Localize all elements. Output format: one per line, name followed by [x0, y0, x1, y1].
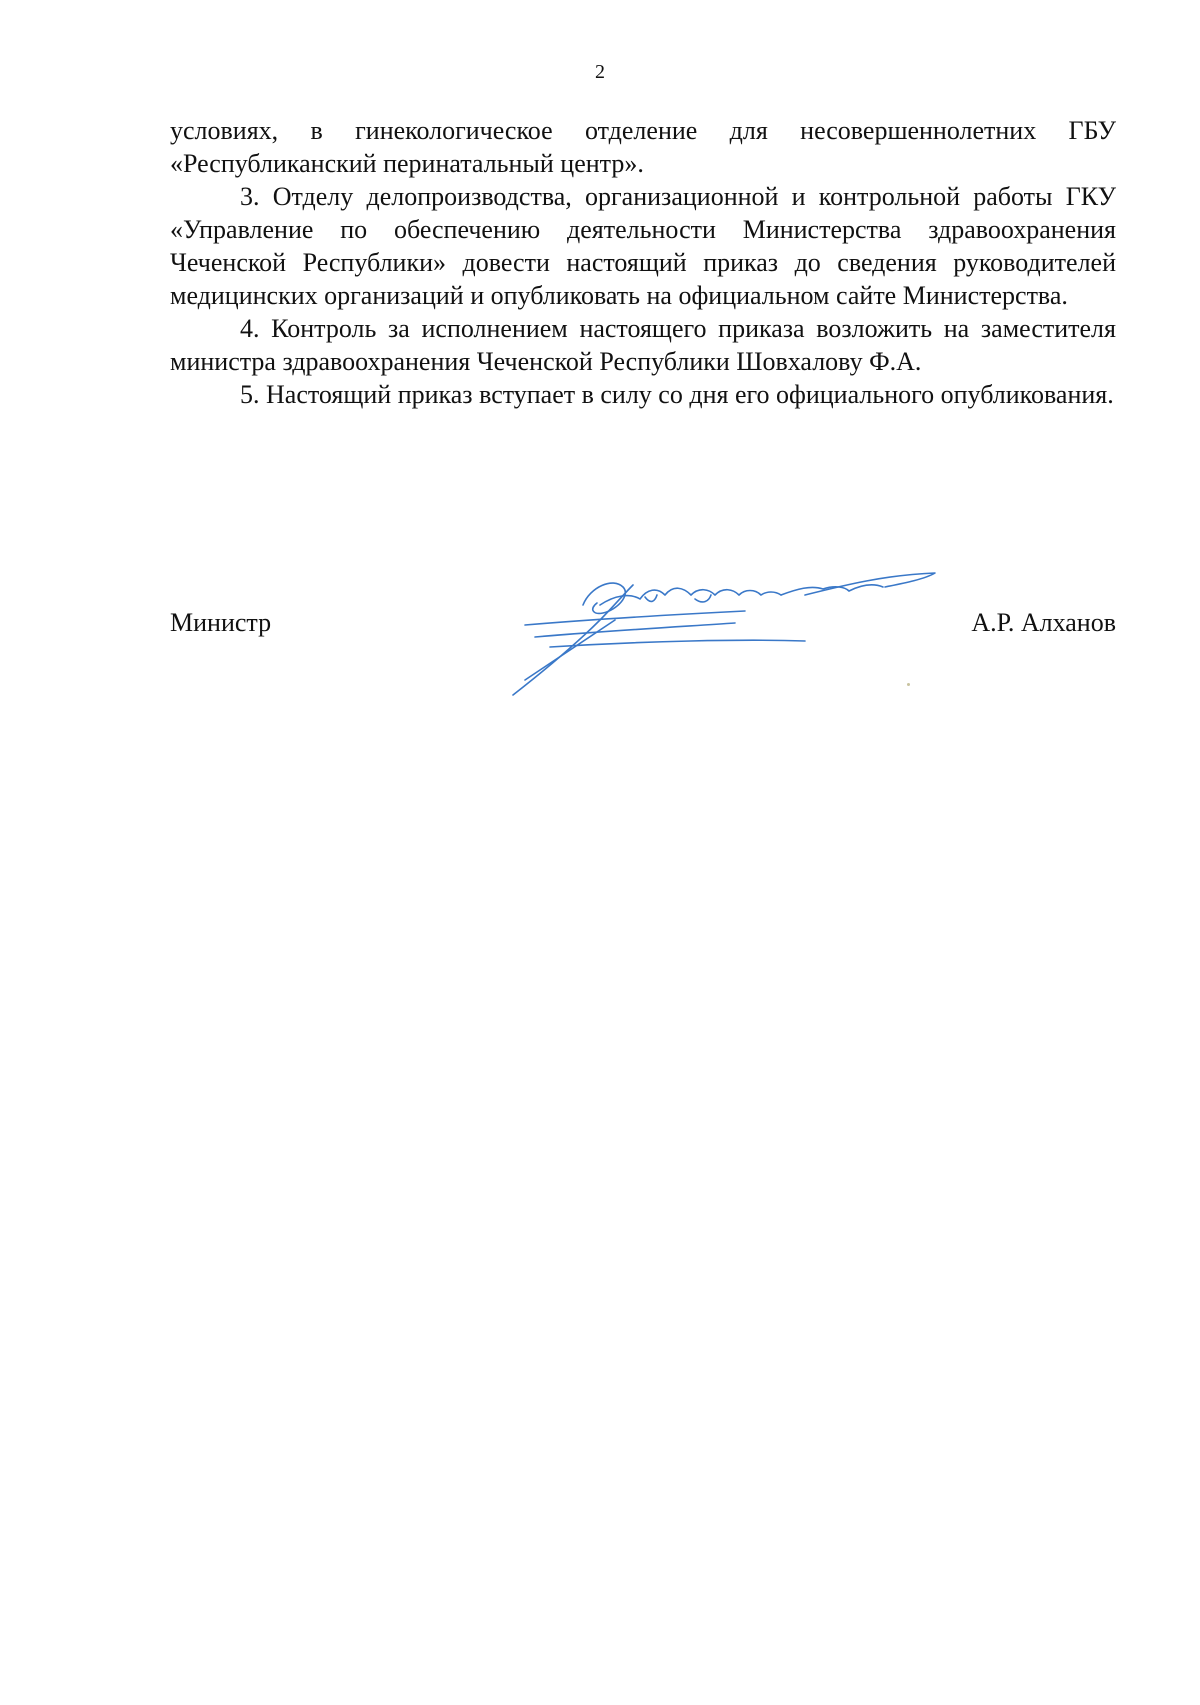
- paragraph-item-3: 3. Отделу делопроизводства, организационной и контрольной работы ГКУ «Управление по обеспечению деятельности Министерства здравоохранения Чеченской Республики» довести настоящий приказ до сведения руководителей медицинских организаций и опубликовать на официальном сайте Министерства.: [170, 182, 1116, 310]
- paragraph-item-4: 4. Контроль за исполнением настоящего приказа возложить на заместителя министра здравоохранения Чеченской Республики Шовхалову Ф.А.: [170, 314, 1116, 376]
- paragraph-item-5: 5. Настоящий приказ вступает в силу со дня его официального опубликования.: [240, 380, 1114, 409]
- document-body: [170, 114, 1116, 411]
- signer-name: А.Р. Алханов: [971, 608, 1116, 637]
- handwritten-signature: [505, 565, 945, 700]
- paragraph-continuation: условиях, в гинекологическое отделение для несовершеннолетних ГБУ «Республиканский перинатальный центр».: [170, 116, 1116, 178]
- scan-dot: [907, 683, 910, 686]
- page-number: 2: [595, 61, 605, 83]
- signer-title: Министр: [170, 608, 272, 637]
